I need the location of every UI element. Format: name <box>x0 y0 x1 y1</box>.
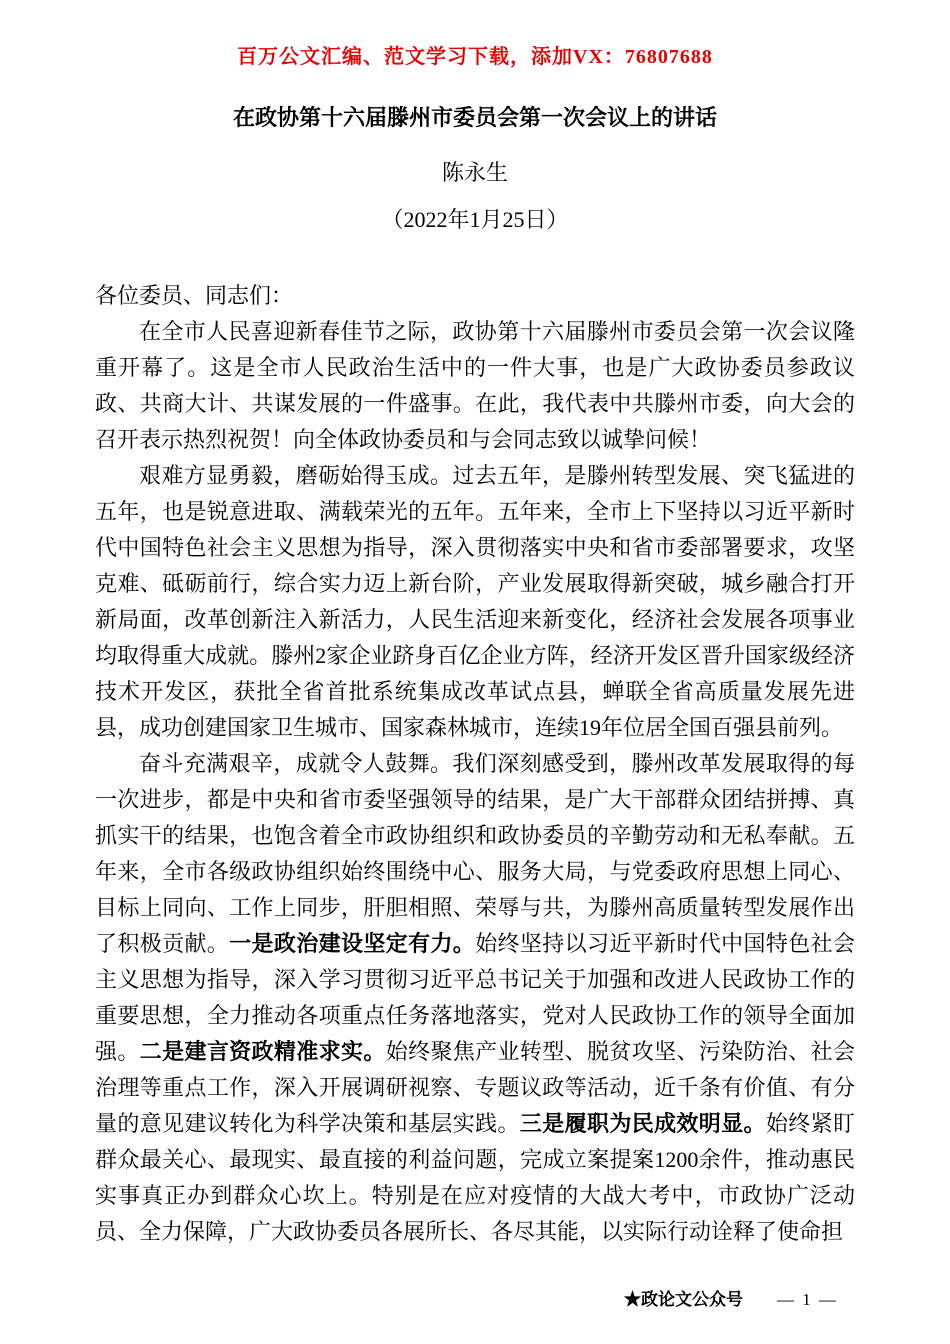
footer-page-number: — 1 — <box>777 1290 838 1309</box>
text-run: 艰难方显勇毅，磨砺始得玉成。过去五年，是滕州转型发展、突飞猛进的五年，也是锐意进取、满载荣光的五年。五年来，全市上下坚持以习近平新时代中国特色社会主义思想为指导，深入贯彻落实中央和省市委部署要求，攻坚克难、砥砺前行，综合实力迈上新台阶，产业发展取得新突破，城乡融合打开新局面，改革创新注入新活力，人民生活迎来新变化，经济社会发展各项事业均取得重大成就。滕州2家企业跻身百亿企业方阵，经济开发区晋升国家级经济技术开发区，获批全省首批系统集成改革试点县，蝉联全省高质量发展先进县，成功创建国家卫生城市、国家森林城市，连续19年位居全国百强县前列。 <box>95 463 855 740</box>
text-run: 始终紧盯群众最关心、最现实、最直接的利益问题，完成立案提案1200余件，推动惠民实事真正办到群众心坎上。特别是在应对疫情的大战大考中，市政协广泛动员、全力保障，广大政协委员各展所长、各尽其能，以实际行动诠释了使命担 <box>95 1111 855 1244</box>
text-run-bold-point-3: 三是履职为民成效明显。 <box>519 1111 766 1136</box>
salutation: 各位委员、同志们： <box>95 283 294 308</box>
text-run-bold-point-1: 一是政治建设坚定有力。 <box>229 931 476 956</box>
document-title: 在政协第十六届滕州市委员会第一次会议上的讲话 <box>232 105 717 130</box>
footer-brand: ★政论文公众号 <box>624 1290 743 1309</box>
text-run: 在全市人民喜迎新春佳节之际，政协第十六届滕州市委员会第一次会议隆重开幕了。这是全市人民政治生活中的一件大事，也是广大政协委员参政议政、共商大计、共谋发展的一件盛事。在此，我代表中共滕州市委，向大会的召开表示热烈祝贺！向全体政协委员和与会同志致以诚挚问候！ <box>95 319 855 452</box>
text-run: 始终聚焦产业转型、脱贫攻坚、污染防治、社会治理等重点工作，深入开展调研视察、专题议政等活动，近千条有价值、有分量的意见建议转化为科学决策和基层实践。 <box>95 1039 855 1136</box>
page-footer <box>624 1285 838 1310</box>
document-date: （2022年1月25日） <box>381 207 569 232</box>
text-run: 始终坚持以习近平新时代中国特色社会主义思想为指导，深入学习贯彻习近平总书记关于加强和改进人民政协工作的重要思想，全力推动各项重点任务落地落实，党对人民政协工作的领导全面加强。 <box>95 931 855 1064</box>
promo-banner: 百万公文汇编、范文学习下载，添加VX：76807688 <box>237 46 713 68</box>
paragraph-1 <box>95 314 855 458</box>
text-run: 奋斗充满艰辛，成就令人鼓舞。我们深刻感受到，滕州改革发展取得的每一次进步，都是中央和省市委坚强领导的结果，是广大干部群众团结拼搏、真抓实干的结果，也饱含着全市政协组织和政协委员的辛勤劳动和无私奉献。五年来，全市各级政协组织始终围绕中心、服务大局，与党委政府思想上同心、目标上同向、工作上同步，肝胆相照、荣辱与共，为滕州高质量转型发展作出了积极贡献。 <box>95 751 855 956</box>
text-run-bold-point-2: 二是建言资政精准求实。 <box>139 1039 386 1064</box>
paragraph-3 <box>95 746 855 1250</box>
document-body <box>95 278 855 1250</box>
paragraph-2 <box>95 458 855 746</box>
author-name: 陈永生 <box>441 160 508 185</box>
